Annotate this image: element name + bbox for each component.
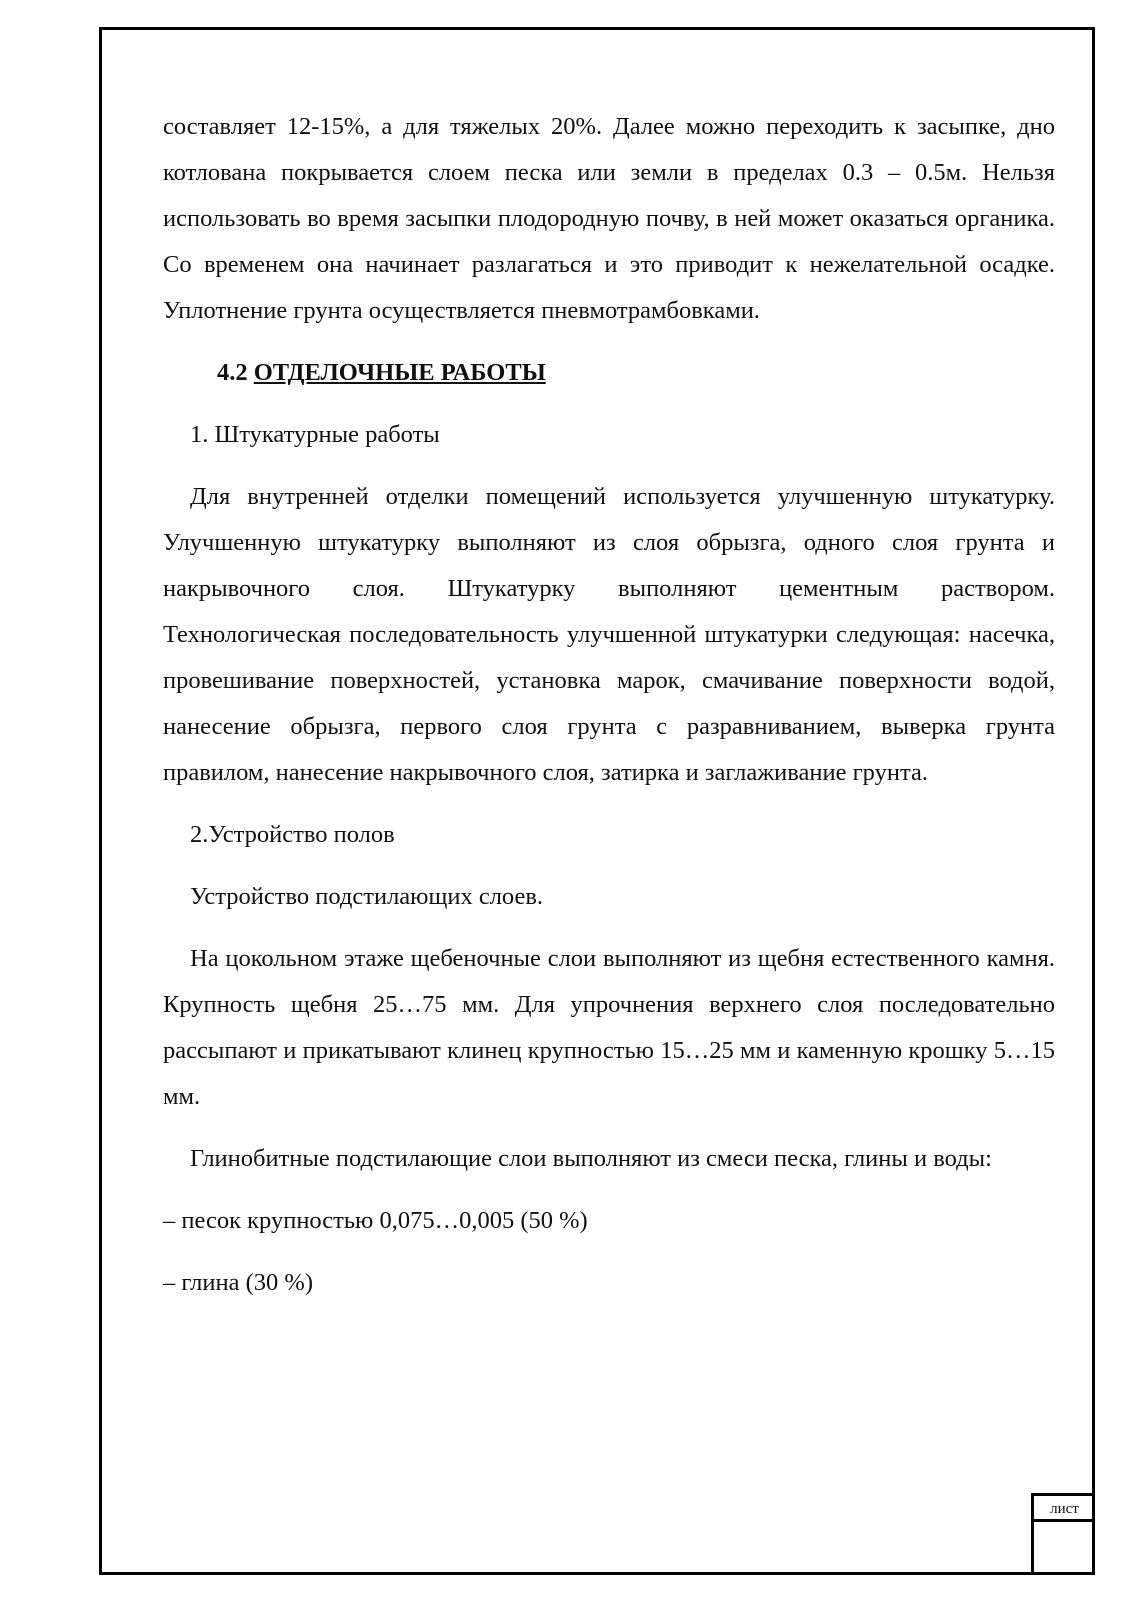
list-item: – песок крупностью 0,075…0,005 (50 %) — [163, 1207, 588, 1234]
paragraph-crushed-stone: На цокольном этаже щебеночные слои выполняют из щебня естественного камня. Крупность щебня 25…75 мм. Для упрочнения верхнего слоя последовательно рассыпают и прикатывают клинец крупностью 15…25 мм и каменную крошку 5…15 мм. — [163, 945, 1055, 1110]
section-title: ОТДЕЛОЧНЫЕ РАБОТЫ — [253, 359, 546, 386]
sheet-stamp — [1031, 1493, 1095, 1575]
subheading-floors: 2.Устройство полов — [190, 821, 395, 848]
section-heading — [163, 350, 1055, 396]
document-body — [163, 104, 1055, 1306]
section-number: 4.2 — [217, 359, 248, 386]
list-item: – глина (30 %) — [163, 1269, 313, 1296]
paragraph-backfill: составляет 12-15%, а для тяжелых 20%. Далее можно переходить к засыпке, дно котлована покрывается слоем песка или земли в пределах 0.3 – 0.5м. Нельзя использовать во время засыпки плодородную почву, в ней может оказаться органика. Со временем она начинает разлагаться и это приводит к нежелательной осадке. Уплотнение грунта осуществляется пневмотрамбовками. — [163, 113, 1055, 324]
paragraph-plastering: Для внутренней отделки помещений используется улучшенную штукатурку. Улучшенную штукатурку выполняют из слоя обрызга, одного слоя грунта и накрывочного слоя. Штукатурку выполняют цементным раствором. Технологическая последовательность улучшенной штукатурки следующая: насечка, провешивание поверхностей, установка марок, смачивание поверхности водой, нанесение обрызга, первого слоя грунта с разравниванием, выверка грунта правилом, нанесение накрывочного слоя, затирка и заглаживание грунта. — [163, 483, 1055, 786]
subheading-underlayers: Устройство подстилающих слоев. — [190, 883, 544, 910]
sheet-label: лист — [1034, 1493, 1095, 1522]
paragraph-clay-layers: Глинобитные подстилающие слои выполняют из смеси песка, глины и воды: — [190, 1145, 992, 1172]
subheading-plastering: 1. Штукатурные работы — [190, 421, 440, 448]
